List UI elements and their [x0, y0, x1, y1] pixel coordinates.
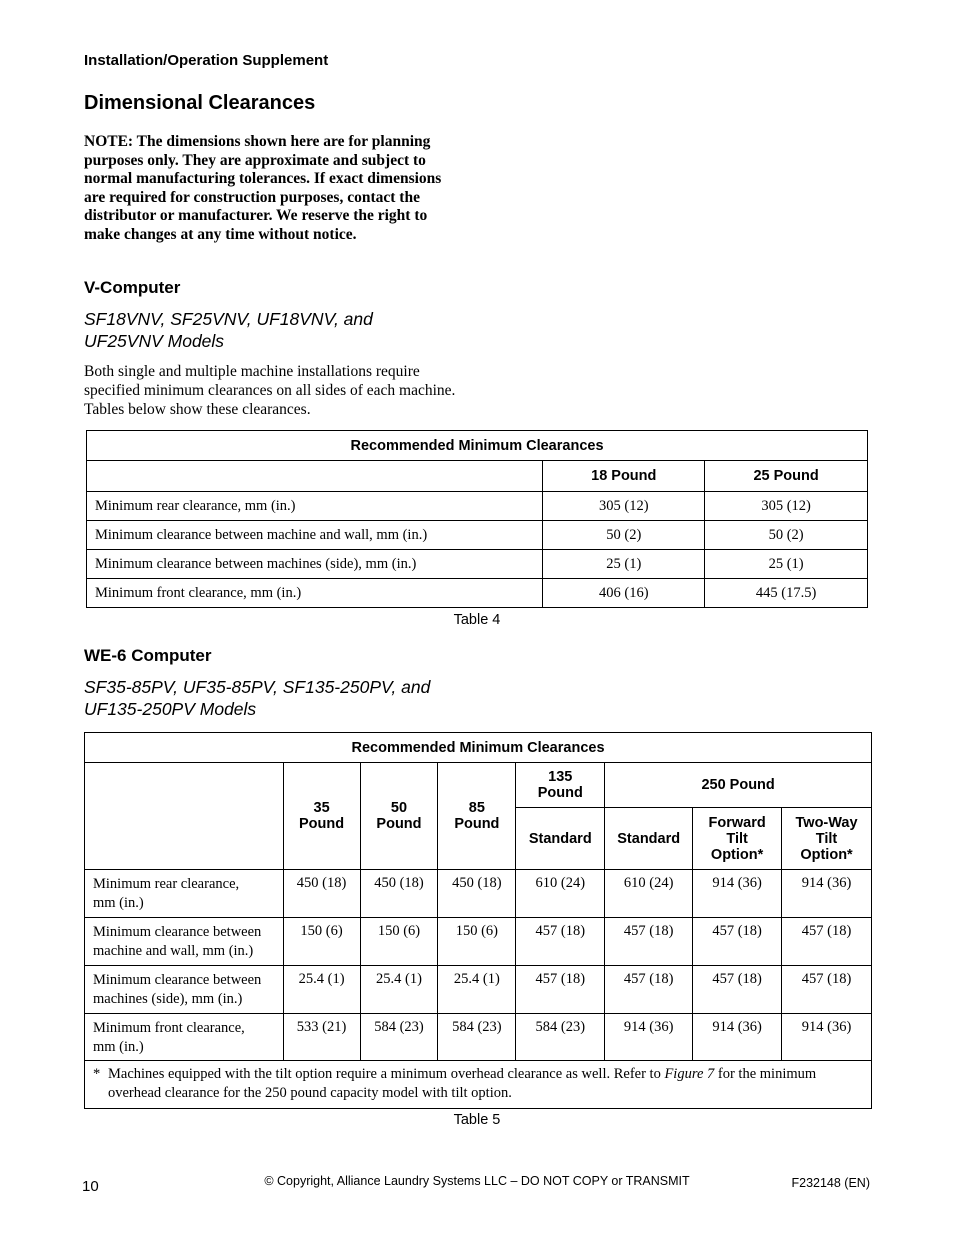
column-header-135-pound: [516, 763, 605, 808]
table-header-empty: [85, 763, 284, 870]
column-header-35-pound: [283, 763, 360, 870]
row-label: [85, 918, 284, 966]
header-line: Tilt: [726, 830, 748, 847]
cell-value: 150 (6): [360, 918, 438, 966]
cell-value: 584 (23): [438, 1014, 516, 1061]
cell-value: 25.4 (1): [360, 966, 438, 1014]
table-5-caption: Table 5: [453, 1112, 501, 1128]
table-title: Recommended Minimum Clearances: [85, 733, 872, 763]
footnote-figure-reference: Figure 7: [664, 1066, 715, 1082]
cell-value: 457 (18): [693, 966, 782, 1014]
header-line: Pound: [454, 816, 500, 832]
header-line: 85: [468, 800, 485, 816]
page-number: 10: [82, 1178, 99, 1195]
cell-value: 457 (18): [516, 918, 605, 966]
cell-value: 914 (36): [782, 1014, 872, 1061]
cell-value: 610 (24): [516, 870, 605, 918]
footnote-marker: *: [93, 1066, 101, 1082]
cell-value: 445 (17.5): [705, 579, 868, 608]
table-row: [87, 550, 868, 579]
cell-value: 457 (18): [605, 966, 693, 1014]
cell-value: 914 (36): [782, 870, 872, 918]
table-4-clearances: [86, 430, 868, 608]
footnote-text: [108, 1065, 863, 1102]
note-paragraph: NOTE: The dimensions shown here are for planning purposes only. They are approximate and subject to normal manufacturing tolerances. If exact dimensions are required for construction purposes, contact the distributor or manufacturer. We reserve the right to make changes at any time without notice.: [84, 133, 442, 243]
running-header: Installation/Operation Supplement: [84, 52, 329, 69]
table-footnote: [85, 1061, 872, 1109]
cell-value: 914 (36): [605, 1014, 693, 1061]
row-label-line: Minimum clearance between: [93, 972, 262, 988]
row-label: Minimum clearance between machine and wall, mm (in.): [87, 521, 543, 550]
cell-value: 584 (23): [360, 1014, 438, 1061]
cell-value: 150 (6): [438, 918, 516, 966]
cell-value: 25.4 (1): [283, 966, 360, 1014]
cell-value: 457 (18): [693, 918, 782, 966]
row-label: [85, 1014, 284, 1061]
cell-value: 50 (2): [705, 521, 868, 550]
subheading-line: UF135-250PV Models: [84, 699, 257, 719]
cell-value: 25 (1): [543, 550, 705, 579]
cell-value: 25 (1): [705, 550, 868, 579]
subheading-line: SF18VNV, SF25VNV, UF18VNV, and: [84, 309, 373, 329]
cell-value: 584 (23): [516, 1014, 605, 1061]
row-label: Minimum rear clearance, mm (in.): [87, 492, 543, 521]
row-label-line: machine and wall, mm (in.): [93, 942, 254, 959]
column-header-85-pound: [438, 763, 516, 870]
table-title: Recommended Minimum Clearances: [87, 431, 868, 461]
copyright-notice: © Copyright, Alliance Laundry Systems LLC – DO NOT COPY or TRANSMIT: [264, 1174, 690, 1188]
header-line: 135: [548, 769, 573, 785]
table-row: [85, 870, 872, 918]
section-heading-v-computer: V-Computer: [84, 278, 181, 297]
header-line: Forward: [708, 814, 766, 831]
row-label: [85, 870, 284, 918]
column-header-250-pound: 250 Pound: [605, 763, 872, 808]
header-line: Two-Way: [795, 814, 858, 831]
section-heading-we6-computer: WE-6 Computer: [84, 646, 212, 665]
row-label-line: mm (in.): [93, 894, 144, 911]
cell-value: 305 (12): [543, 492, 705, 521]
column-header-250-standard: Standard: [605, 808, 693, 870]
table-row: [85, 918, 872, 966]
row-label: Minimum clearance between machines (side), mm (in.): [87, 550, 543, 579]
cell-value: 305 (12): [705, 492, 868, 521]
footnote-text-part: Machines equipped with the tilt option require a minimum overhead clearance as well. Refer to: [108, 1066, 665, 1082]
row-label-line: Minimum rear clearance,: [93, 876, 240, 892]
cell-value: 914 (36): [693, 1014, 782, 1061]
cell-value: 457 (18): [782, 966, 872, 1014]
column-header-25-pound: 25 Pound: [705, 461, 868, 492]
table-row: [85, 1014, 872, 1061]
table-row: [87, 579, 868, 608]
section-subheading-v-models: [84, 308, 464, 352]
cell-value: 457 (18): [605, 918, 693, 966]
column-header-50-pound: [360, 763, 438, 870]
cell-value: 406 (16): [543, 579, 705, 608]
subheading-line: SF35-85PV, UF35-85PV, SF135-250PV, and: [84, 677, 431, 697]
header-line: Pound: [376, 816, 422, 832]
row-label-line: mm (in.): [93, 1038, 144, 1055]
header-line: Pound: [299, 816, 345, 832]
cell-value: 450 (18): [283, 870, 360, 918]
row-label-line: Minimum clearance between: [93, 924, 262, 940]
row-label-line: Minimum front clearance,: [93, 1020, 245, 1036]
cell-value: 610 (24): [605, 870, 693, 918]
section-subheading-pv-models: [84, 676, 504, 720]
cell-value: 914 (36): [693, 870, 782, 918]
table-5-clearances: [84, 732, 872, 1109]
footnote-text-part: for the minimum overhead clearance for the 250 pound capacity model with tilt option.: [108, 1066, 817, 1101]
cell-value: 450 (18): [438, 870, 516, 918]
table-row: [87, 492, 868, 521]
header-line: Option*: [710, 846, 764, 863]
cell-value: 457 (18): [782, 918, 872, 966]
header-line: Tilt: [815, 830, 838, 847]
table-row: [85, 966, 872, 1014]
column-header-18-pound: 18 Pound: [543, 461, 705, 492]
header-line: 35: [313, 800, 330, 816]
header-line: 50: [390, 800, 408, 816]
header-line: Option*: [800, 846, 853, 863]
table-4-caption: Table 4: [453, 612, 501, 628]
header-line: Pound: [537, 785, 583, 801]
document-id: F232148 (EN): [791, 1176, 870, 1190]
table-header-empty: [87, 461, 543, 492]
row-label: [85, 966, 284, 1014]
row-label: Minimum front clearance, mm (in.): [87, 579, 543, 608]
cell-value: 533 (21): [283, 1014, 360, 1061]
subheading-line: UF25VNV Models: [84, 331, 225, 351]
cell-value: 25.4 (1): [438, 966, 516, 1014]
cell-value: 150 (6): [283, 918, 360, 966]
column-header-forward-tilt: [693, 808, 782, 870]
cell-value: 450 (18): [360, 870, 438, 918]
column-header-135-standard: Standard: [516, 808, 605, 870]
cell-value: 50 (2): [543, 521, 705, 550]
table-row: [87, 521, 868, 550]
column-header-two-way-tilt: [782, 808, 872, 870]
page-title: Dimensional Clearances: [84, 92, 316, 114]
row-label-line: machines (side), mm (in.): [93, 990, 243, 1007]
cell-value: 457 (18): [516, 966, 605, 1014]
intro-paragraph: Both single and multiple machine installations require specified minimum clearances on all sides of each machine. Tables below show these clearances.: [84, 363, 456, 418]
